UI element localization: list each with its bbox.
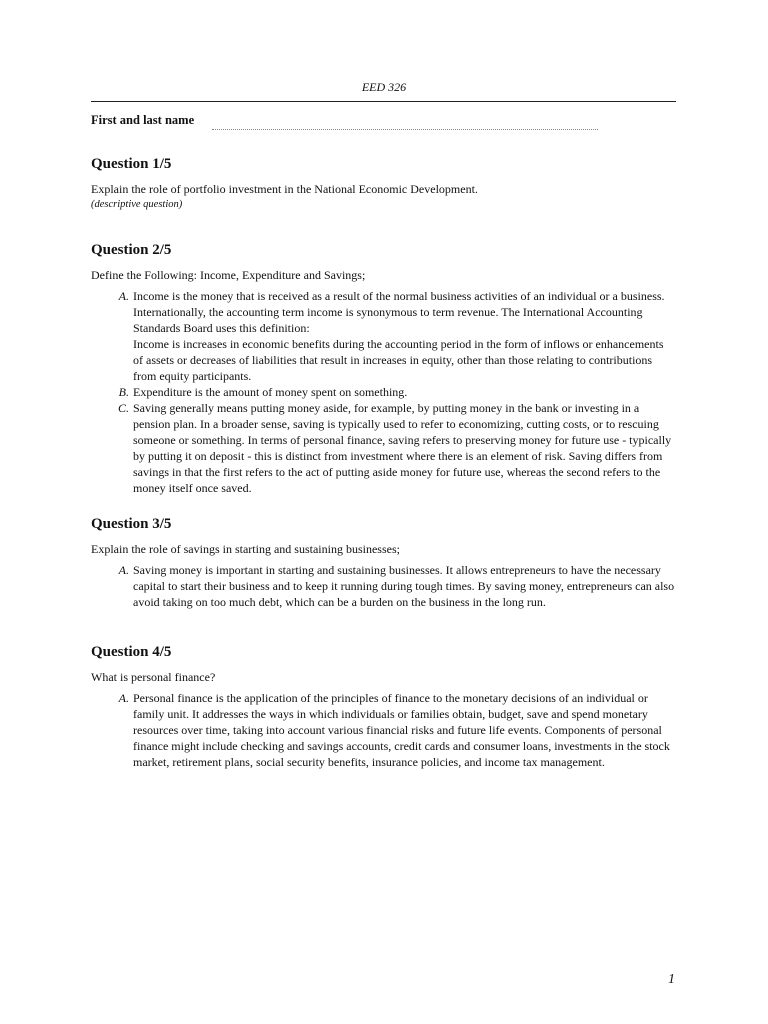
- answer-letter: A.: [118, 691, 129, 705]
- answer-paragraph: Income is the money that is received as a result of the normal business activities of an individual or a business. Internationally, the accounting term income is synonymous to term revenue. The International Accounting Standards Board uses this definition:: [133, 289, 665, 335]
- course-code: EED 326: [361, 80, 407, 94]
- answer-text: [133, 690, 676, 770]
- answer-list: [91, 562, 676, 610]
- answer-text: [133, 400, 676, 496]
- question-prompt: Explain the role of portfolio investment in the National Economic Development.: [91, 182, 478, 196]
- header-divider: [91, 101, 676, 102]
- question-title: Question 2/5: [91, 242, 172, 258]
- name-entry-line: [212, 129, 598, 130]
- question-3: [91, 514, 676, 642]
- questions-content: [91, 154, 676, 770]
- answer-item: [91, 384, 676, 400]
- answer-text: [133, 288, 676, 384]
- answer-letter: B.: [118, 385, 129, 399]
- name-row: [91, 113, 611, 128]
- answer-letter: A.: [118, 563, 129, 577]
- question-note: (descriptive question): [91, 199, 183, 210]
- question-title: Question 4/5: [91, 644, 172, 660]
- name-label: First and last name: [91, 113, 195, 127]
- answer-list: [91, 288, 676, 496]
- question-title: Question 3/5: [91, 516, 172, 532]
- answer-item: [91, 400, 676, 496]
- answer-paragraph: Personal finance is the application of the principles of finance to the monetary decisions of an individual or family unit. It addresses the ways in which individuals or families obtain, budget, save and spend monetary resources over time, taking into account various financial risks and future life events. Components of personal finance might include checking and savings accounts, credit cards and consumer loans, investments in the stock market, retirement plans, social security benefits, insurance policies, and income tax management.: [133, 691, 670, 769]
- answer-paragraph: Expenditure is the amount of money spent on something.: [133, 385, 408, 399]
- question-title: Question 1/5: [91, 156, 172, 172]
- question-prompt: Explain the role of savings in starting and sustaining businesses;: [91, 542, 400, 556]
- answer-letter: C.: [117, 401, 129, 415]
- answer-paragraph: Saving money is important in starting and sustaining businesses. It allows entrepreneurs to have the necessary capital to start their business and to keep it running during tough times. By saving money, entrepreneurs can also avoid taking on too much debt, which can be a burden on the business in the long run.: [133, 563, 675, 609]
- answer-paragraph: Saving generally means putting money aside, for example, by putting money in the bank or investing in a pension plan. In a broader sense, saving is typically used to refer to economizing, cutting costs, or to rescuing someone or something. In terms of personal finance, saving refers to preserving money for future use - typically by putting it on deposit - this is distinct from investment where there is an element of risk. Saving differs from savings in that the first refers to the act of putting aside money for future use, whereas the second refers to the money itself once saved.: [133, 401, 672, 495]
- answer-list: [91, 690, 676, 770]
- question-prompt: What is personal finance?: [91, 670, 216, 684]
- answer-paragraph: Income is increases in economic benefits during the accounting period in the form of inflows or enhancements of assets or decreases of liabilities that result in increases in equity, other than those relating to contributions from equity participants.: [133, 337, 664, 383]
- question-1: [91, 154, 676, 240]
- question-2: [91, 240, 676, 514]
- question-4: [91, 642, 676, 770]
- answer-text: [133, 384, 676, 400]
- answer-item: [91, 690, 676, 770]
- answer-text: [133, 562, 676, 610]
- answer-letter: A.: [118, 289, 129, 303]
- answer-item: [91, 562, 676, 610]
- page-number: 1: [668, 972, 675, 987]
- question-prompt: Define the Following: Income, Expenditure and Savings;: [91, 268, 366, 282]
- answer-item: [91, 288, 676, 384]
